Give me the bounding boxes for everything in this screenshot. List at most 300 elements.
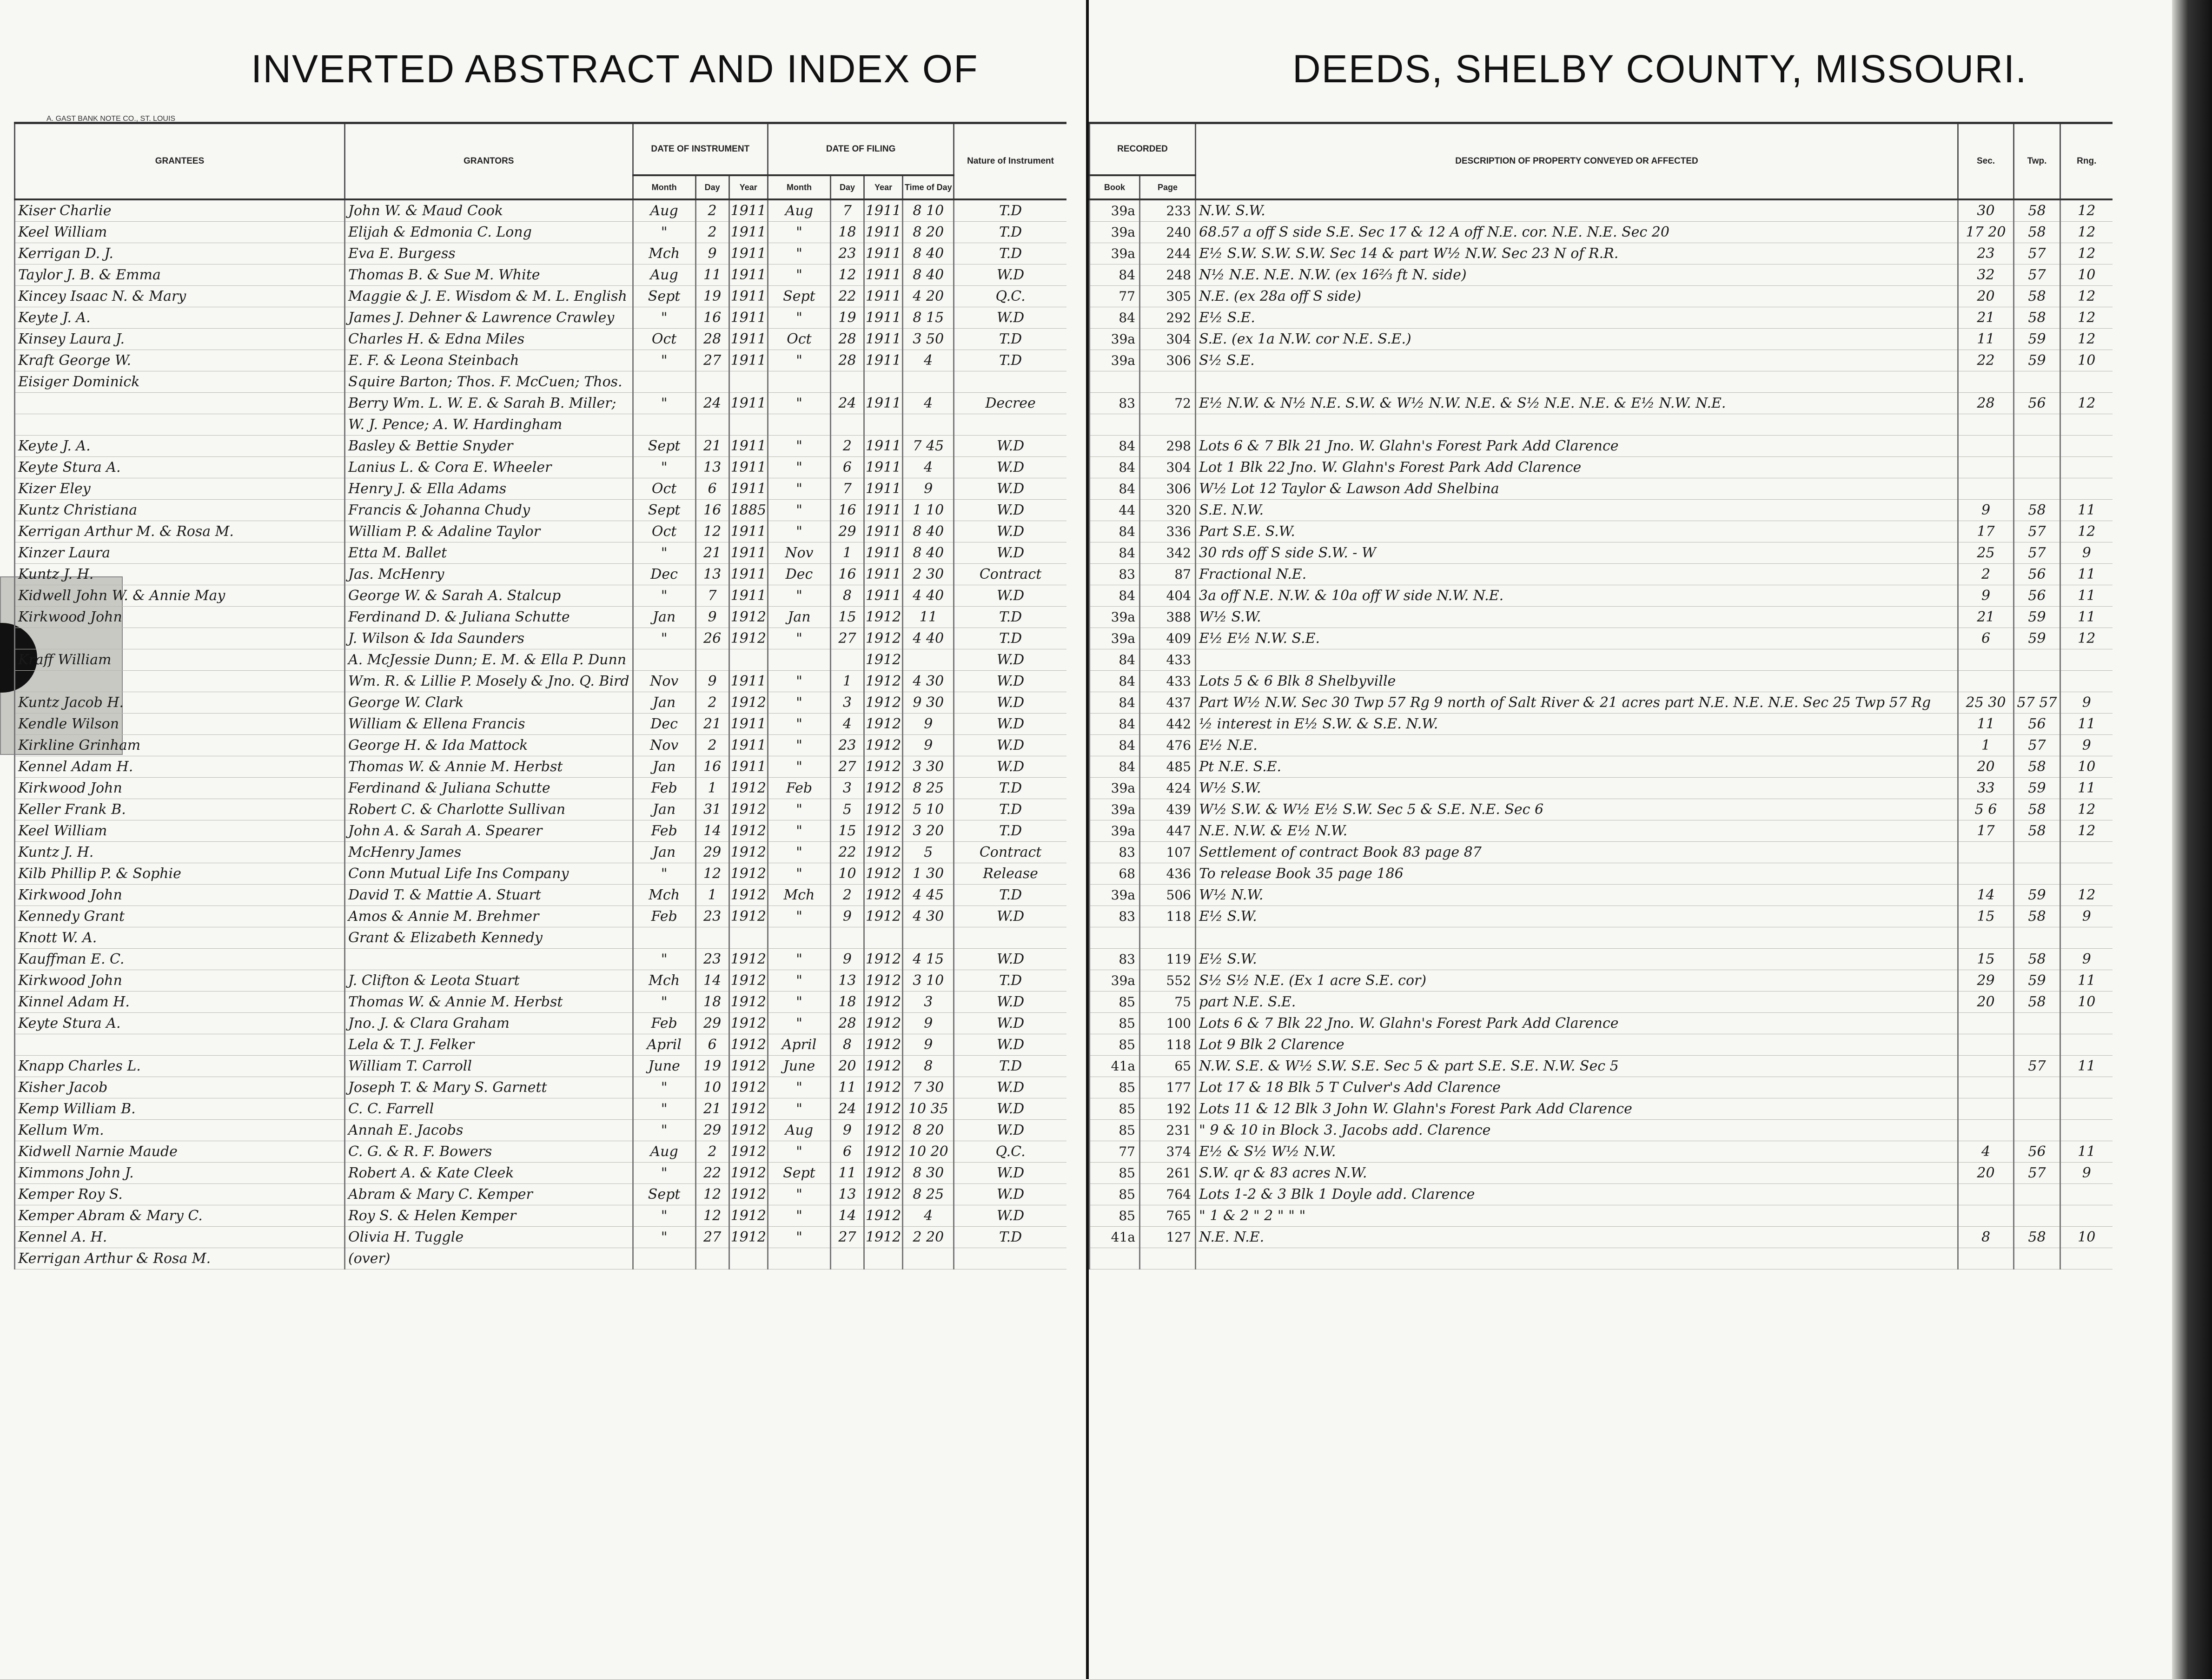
header-page: Page: [1140, 175, 1196, 199]
grantee-cell: Kinsey Laura J.: [15, 329, 345, 350]
page-cell: 764: [1140, 1184, 1196, 1205]
instrument-month-cell: Aug: [633, 1141, 695, 1163]
instrument-year-cell: [729, 371, 768, 393]
filing-year-cell: 1912: [864, 1077, 902, 1098]
filing-month-cell: ": [768, 671, 830, 692]
rng-cell: 11: [2060, 500, 2113, 521]
filing-month-cell: ": [768, 692, 830, 714]
instrument-month-cell: ": [633, 992, 695, 1013]
grantor-cell: George W. & Sarah A. Stalcup: [345, 585, 633, 607]
rng-cell: 9: [2060, 949, 2113, 970]
filing-day-cell: 22: [830, 842, 864, 863]
filing-day-cell: 27: [830, 1227, 864, 1248]
instrument-day-cell: 29: [695, 1013, 729, 1034]
grantee-cell: [15, 414, 345, 436]
rng-cell: 12: [2060, 820, 2113, 842]
grantor-cell: A. McJessie Dunn; E. M. & Ella P. Dunn: [345, 649, 633, 671]
twp-cell: 58: [2014, 756, 2060, 778]
filing-year-cell: 1912: [864, 1120, 902, 1141]
filing-year-cell: 1911: [864, 564, 902, 585]
sec-cell: [1958, 1248, 2014, 1269]
filing-month-cell: Feb: [768, 778, 830, 799]
sec-cell: [1958, 478, 2014, 500]
ledger-row-right: [1090, 243, 2113, 264]
header-date-of-instrument: DATE OF INSTRUMENT: [633, 123, 768, 176]
sec-cell: 25 30: [1958, 692, 2014, 714]
ledger-row-right: [1090, 1248, 2113, 1269]
twp-cell: 59: [2014, 607, 2060, 628]
rng-cell: 12: [2060, 521, 2113, 542]
nature-cell: T.D: [954, 1056, 1066, 1077]
page-cell: 433: [1140, 671, 1196, 692]
rng-cell: 11: [2060, 585, 2113, 607]
instrument-day-cell: 21: [695, 714, 729, 735]
sec-cell: 20: [1958, 992, 2014, 1013]
rng-cell: 12: [2060, 885, 2113, 906]
ledger-row-left: [15, 1098, 1066, 1120]
grantor-cell: John A. & Sarah A. Spearer: [345, 820, 633, 842]
description-cell: [1196, 649, 1958, 671]
description-cell: E½ S.W.: [1196, 906, 1958, 927]
filing-year-cell: 1911: [864, 500, 902, 521]
grantee-cell: Kauffman E. C.: [15, 949, 345, 970]
filing-year-cell: 1912: [864, 799, 902, 820]
instrument-year-cell: 1885: [729, 500, 768, 521]
page-cell: 765: [1140, 1205, 1196, 1227]
twp-cell: 58: [2014, 222, 2060, 243]
instrument-month-cell: Dec: [633, 714, 695, 735]
instrument-year-cell: 1912: [729, 692, 768, 714]
filing-month-cell: ": [768, 949, 830, 970]
ledger-row-left: [15, 521, 1066, 542]
twp-cell: 56: [2014, 714, 2060, 735]
twp-cell: [2014, 457, 2060, 478]
ledger-row-right: [1090, 457, 2113, 478]
ledger-row-right: [1090, 500, 2113, 521]
grantor-cell: Thomas B. & Sue M. White: [345, 264, 633, 286]
header-nature-of-instrument: Nature of Instrument: [954, 123, 1066, 200]
book-cell: 39a: [1090, 820, 1140, 842]
ledger-row-left: [15, 350, 1066, 371]
ledger-row-right: [1090, 521, 2113, 542]
filing-time-cell: 10 20: [903, 1141, 954, 1163]
grantor-cell: Basley & Bettie Snyder: [345, 436, 633, 457]
filing-time-cell: 3: [903, 992, 954, 1013]
filing-time-cell: 5: [903, 842, 954, 863]
filing-year-cell: 1912: [864, 906, 902, 927]
twp-cell: 58: [2014, 906, 2060, 927]
grantee-cell: Kraff William: [15, 649, 345, 671]
ledger-row-right: [1090, 1141, 2113, 1163]
instrument-month-cell: April: [633, 1034, 695, 1056]
instrument-year-cell: 1912: [729, 778, 768, 799]
grantee-cell: Kinzer Laura: [15, 542, 345, 564]
filing-month-cell: ": [768, 436, 830, 457]
instrument-year-cell: 1911: [729, 264, 768, 286]
page-cell: 552: [1140, 970, 1196, 992]
instrument-year-cell: 1912: [729, 799, 768, 820]
filing-time-cell: 9: [903, 714, 954, 735]
nature-cell: W.D: [954, 542, 1066, 564]
grantor-cell: William T. Carroll: [345, 1056, 633, 1077]
filing-day-cell: 16: [830, 500, 864, 521]
instrument-month-cell: ": [633, 1077, 695, 1098]
twp-cell: 57: [2014, 542, 2060, 564]
book-cell: 39a: [1090, 222, 1140, 243]
twp-cell: 58: [2014, 949, 2060, 970]
filing-time-cell: 4: [903, 1205, 954, 1227]
sec-cell: 23: [1958, 243, 2014, 264]
twp-cell: 58: [2014, 820, 2060, 842]
book-cell: 85: [1090, 992, 1140, 1013]
ledger-row-right: [1090, 1205, 2113, 1227]
book-cell: 39a: [1090, 607, 1140, 628]
nature-cell: Q.C.: [954, 286, 1066, 307]
description-cell: ½ interest in E½ S.W. & S.E. N.W.: [1196, 714, 1958, 735]
book-cell: 84: [1090, 436, 1140, 457]
grantee-cell: Kimmons John J.: [15, 1163, 345, 1184]
filing-day-cell: [830, 1248, 864, 1269]
book-cell: 85: [1090, 1013, 1140, 1034]
ledger-row-left: [15, 820, 1066, 842]
ledger-row-right: [1090, 927, 2113, 949]
filing-time-cell: 3 50: [903, 329, 954, 350]
description-cell: S.E. N.W.: [1196, 500, 1958, 521]
filing-time-cell: 2 30: [903, 564, 954, 585]
rng-cell: 11: [2060, 778, 2113, 799]
ledger-row-left: [15, 307, 1066, 329]
instrument-day-cell: 13: [695, 457, 729, 478]
twp-cell: 59: [2014, 628, 2060, 649]
instrument-day-cell: [695, 1248, 729, 1269]
filing-time-cell: 4 15: [903, 949, 954, 970]
twp-cell: [2014, 371, 2060, 393]
filing-year-cell: 1912: [864, 649, 902, 671]
instrument-month-cell: Sept: [633, 436, 695, 457]
book-cell: 84: [1090, 478, 1140, 500]
nature-cell: W.D: [954, 949, 1066, 970]
page-cell: 485: [1140, 756, 1196, 778]
filing-year-cell: 1912: [864, 1034, 902, 1056]
grantor-cell: Joseph T. & Mary S. Garnett: [345, 1077, 633, 1098]
grantee-cell: Kirkwood John: [15, 607, 345, 628]
rng-cell: 10: [2060, 350, 2113, 371]
grantee-cell: Kuntz J. H.: [15, 564, 345, 585]
sec-cell: 6: [1958, 628, 2014, 649]
twp-cell: [2014, 1184, 2060, 1205]
book-cell: 85: [1090, 1163, 1140, 1184]
book-cell: 41a: [1090, 1056, 1140, 1077]
sec-cell: 14: [1958, 885, 2014, 906]
page-cell: 424: [1140, 778, 1196, 799]
description-cell: part N.E. S.E.: [1196, 992, 1958, 1013]
filing-day-cell: 16: [830, 564, 864, 585]
twp-cell: [2014, 1120, 2060, 1141]
instrument-month-cell: Aug: [633, 199, 695, 222]
sec-cell: [1958, 1098, 2014, 1120]
grantor-cell: Jas. McHenry: [345, 564, 633, 585]
filing-month-cell: Aug: [768, 1120, 830, 1141]
rng-cell: 9: [2060, 906, 2113, 927]
header-instrument-year: Year: [729, 175, 768, 199]
filing-year-cell: 1912: [864, 628, 902, 649]
rng-cell: 11: [2060, 714, 2113, 735]
page-cell: 192: [1140, 1098, 1196, 1120]
ledger-row-right: [1090, 714, 2113, 735]
nature-cell: T.D: [954, 350, 1066, 371]
page-cell: 240: [1140, 222, 1196, 243]
book-cell: 84: [1090, 521, 1140, 542]
instrument-year-cell: 1912: [729, 1120, 768, 1141]
book-cell: 85: [1090, 1184, 1140, 1205]
description-cell: Lot 1 Blk 22 Jno. W. Glahn's Forest Park Add Clarence: [1196, 457, 1958, 478]
page-title-right: DEEDS, SHELBY COUNTY, MISSOURI.: [1292, 47, 2027, 91]
rng-cell: [2060, 1248, 2113, 1269]
twp-cell: 56: [2014, 393, 2060, 414]
instrument-year-cell: 1911: [729, 714, 768, 735]
filing-time-cell: 8 15: [903, 307, 954, 329]
book-cell: 39a: [1090, 199, 1140, 222]
book-cell: 77: [1090, 286, 1140, 307]
rng-cell: 12: [2060, 199, 2113, 222]
description-cell: S.E. (ex 1a N.W. cor N.E. S.E.): [1196, 329, 1958, 350]
grantor-cell: John W. & Maud Cook: [345, 199, 633, 222]
filing-year-cell: 1911: [864, 436, 902, 457]
filing-month-cell: ": [768, 1141, 830, 1163]
instrument-year-cell: 1911: [729, 585, 768, 607]
grantee-cell: Kirkwood John: [15, 778, 345, 799]
filing-year-cell: 1912: [864, 756, 902, 778]
filing-month-cell: ": [768, 714, 830, 735]
grantee-cell: Kuntz J. H.: [15, 842, 345, 863]
page-cell: 100: [1140, 1013, 1196, 1034]
filing-time-cell: 8 25: [903, 1184, 954, 1205]
filing-time-cell: [903, 414, 954, 436]
description-cell: E½ N.W. & N½ N.E. S.W. & W½ N.W. N.E. & S½ N.E. N.E. & E½ N.W. N.E.: [1196, 393, 1958, 414]
filing-day-cell: 27: [830, 756, 864, 778]
filing-year-cell: 1912: [864, 1056, 902, 1077]
filing-day-cell: 22: [830, 286, 864, 307]
filing-month-cell: [768, 927, 830, 949]
twp-cell: 59: [2014, 885, 2060, 906]
twp-cell: 57: [2014, 264, 2060, 286]
filing-time-cell: 9: [903, 1013, 954, 1034]
book-cell: 39a: [1090, 350, 1140, 371]
grantee-cell: Kirkwood John: [15, 970, 345, 992]
description-cell: S½ S.E.: [1196, 350, 1958, 371]
grantor-cell: [345, 949, 633, 970]
ledger-row-left: [15, 1013, 1066, 1034]
filing-month-cell: ": [768, 735, 830, 756]
filing-time-cell: 4: [903, 393, 954, 414]
grantee-cell: Kirkwood John: [15, 885, 345, 906]
rng-cell: [2060, 649, 2113, 671]
page-cell: 118: [1140, 1034, 1196, 1056]
sec-cell: [1958, 1056, 2014, 1077]
book-cell: 84: [1090, 307, 1140, 329]
instrument-year-cell: 1911: [729, 756, 768, 778]
sec-cell: [1958, 1077, 2014, 1098]
instrument-month-cell: ": [633, 307, 695, 329]
instrument-day-cell: 2: [695, 222, 729, 243]
instrument-year-cell: 1911: [729, 393, 768, 414]
nature-cell: [954, 371, 1066, 393]
instrument-month-cell: Sept: [633, 286, 695, 307]
instrument-year-cell: 1911: [729, 436, 768, 457]
twp-cell: [2014, 863, 2060, 885]
header-time-of-day: Time of Day: [903, 175, 954, 199]
filing-year-cell: 1911: [864, 542, 902, 564]
filing-month-cell: Dec: [768, 564, 830, 585]
grantee-cell: Kendle Wilson: [15, 714, 345, 735]
grantee-cell: Knapp Charles L.: [15, 1056, 345, 1077]
twp-cell: 58: [2014, 992, 2060, 1013]
instrument-year-cell: 1912: [729, 1205, 768, 1227]
filing-month-cell: June: [768, 1056, 830, 1077]
instrument-year-cell: 1912: [729, 820, 768, 842]
ledger-row-right: [1090, 585, 2113, 607]
filing-year-cell: 1911: [864, 478, 902, 500]
instrument-day-cell: 16: [695, 500, 729, 521]
ledger-row-right: [1090, 949, 2113, 970]
ledger-row-right: [1090, 1077, 2113, 1098]
filing-time-cell: 10 35: [903, 1098, 954, 1120]
grantor-cell: George H. & Ida Mattock: [345, 735, 633, 756]
instrument-day-cell: 26: [695, 628, 729, 649]
rng-cell: [2060, 436, 2113, 457]
instrument-month-cell: Jan: [633, 692, 695, 714]
ledger-row-right: [1090, 1056, 2113, 1077]
page-cell: 248: [1140, 264, 1196, 286]
filing-month-cell: ": [768, 585, 830, 607]
grantor-cell: (over): [345, 1248, 633, 1269]
filing-year-cell: 1912: [864, 735, 902, 756]
instrument-year-cell: [729, 927, 768, 949]
filing-day-cell: 24: [830, 1098, 864, 1120]
grantor-cell: Ferdinand D. & Juliana Schutte: [345, 607, 633, 628]
ledger-row-left: [15, 863, 1066, 885]
rng-cell: 10: [2060, 992, 2113, 1013]
instrument-year-cell: 1911: [729, 564, 768, 585]
instrument-day-cell: 6: [695, 478, 729, 500]
book-cell: 39a: [1090, 628, 1140, 649]
grantor-cell: Jno. J. & Clara Graham: [345, 1013, 633, 1034]
instrument-month-cell: Sept: [633, 500, 695, 521]
twp-cell: 58: [2014, 286, 2060, 307]
filing-month-cell: [768, 371, 830, 393]
twp-cell: 56: [2014, 564, 2060, 585]
grantee-cell: Kincey Isaac N. & Mary: [15, 286, 345, 307]
filing-year-cell: 1912: [864, 949, 902, 970]
grantor-cell: McHenry James: [345, 842, 633, 863]
filing-month-cell: ": [768, 1227, 830, 1248]
sec-cell: [1958, 1013, 2014, 1034]
description-cell: Settlement of contract Book 83 page 87: [1196, 842, 1958, 863]
nature-cell: W.D: [954, 1034, 1066, 1056]
rng-cell: [2060, 1205, 2113, 1227]
filing-year-cell: 1911: [864, 264, 902, 286]
filing-day-cell: 3: [830, 692, 864, 714]
twp-cell: [2014, 1013, 2060, 1034]
instrument-day-cell: 23: [695, 906, 729, 927]
ledger-row-right: [1090, 393, 2113, 414]
filing-year-cell: 1912: [864, 863, 902, 885]
description-cell: [1196, 414, 1958, 436]
ledger-row-left: [15, 243, 1066, 264]
nature-cell: T.D: [954, 607, 1066, 628]
description-cell: E½ E½ N.W. S.E.: [1196, 628, 1958, 649]
page-cell: 233: [1140, 199, 1196, 222]
ledger-row-right: [1090, 542, 2113, 564]
grantor-cell: Lanius L. & Cora E. Wheeler: [345, 457, 633, 478]
description-cell: W½ S.W. & W½ E½ S.W. Sec 5 & S.E. N.E. Sec 6: [1196, 799, 1958, 820]
twp-cell: [2014, 414, 2060, 436]
instrument-day-cell: 11: [695, 264, 729, 286]
instrument-month-cell: ": [633, 457, 695, 478]
filing-month-cell: ": [768, 521, 830, 542]
instrument-month-cell: [633, 1248, 695, 1269]
grantor-cell: W. J. Pence; A. W. Hardingham: [345, 414, 633, 436]
page-cell: 231: [1140, 1120, 1196, 1141]
filing-day-cell: [830, 927, 864, 949]
filing-year-cell: 1911: [864, 585, 902, 607]
page-cell: 437: [1140, 692, 1196, 714]
book-cell: 41a: [1090, 1227, 1140, 1248]
nature-cell: Decree: [954, 393, 1066, 414]
twp-cell: [2014, 1098, 2060, 1120]
grantee-cell: Keyte Stura A.: [15, 1013, 345, 1034]
description-cell: Pt N.E. S.E.: [1196, 756, 1958, 778]
grantee-cell: [15, 628, 345, 649]
filing-month-cell: ": [768, 1077, 830, 1098]
nature-cell: T.D: [954, 970, 1066, 992]
instrument-month-cell: Oct: [633, 329, 695, 350]
instrument-month-cell: ": [633, 542, 695, 564]
instrument-month-cell: ": [633, 1120, 695, 1141]
instrument-month-cell: June: [633, 1056, 695, 1077]
filing-month-cell: [768, 649, 830, 671]
grantee-cell: Kinnel Adam H.: [15, 992, 345, 1013]
nature-cell: Q.C.: [954, 1141, 1066, 1163]
filing-month-cell: April: [768, 1034, 830, 1056]
filing-day-cell: 6: [830, 1141, 864, 1163]
ledger-row-right: [1090, 436, 2113, 457]
ledger-row-left: [15, 564, 1066, 585]
ledger-row-left: [15, 649, 1066, 671]
instrument-month-cell: Mch: [633, 970, 695, 992]
rng-cell: 12: [2060, 799, 2113, 820]
filing-day-cell: 12: [830, 264, 864, 286]
description-cell: N.E. (ex 28a off S side): [1196, 286, 1958, 307]
grantor-cell: George W. Clark: [345, 692, 633, 714]
instrument-day-cell: 29: [695, 1120, 729, 1141]
filing-time-cell: 8 40: [903, 243, 954, 264]
instrument-month-cell: ": [633, 222, 695, 243]
ledger-row-left: [15, 949, 1066, 970]
instrument-year-cell: 1911: [729, 457, 768, 478]
filing-time-cell: 1 30: [903, 863, 954, 885]
rng-cell: 11: [2060, 970, 2113, 992]
grantor-cell: Amos & Annie M. Brehmer: [345, 906, 633, 927]
grantee-cell: Kuntz Christiana: [15, 500, 345, 521]
description-cell: " 9 & 10 in Block 3. Jacobs add. Clarence: [1196, 1120, 1958, 1141]
description-cell: 68.57 a off S side S.E. Sec 17 & 12 A off N.E. cor. N.E. N.E. Sec 20: [1196, 222, 1958, 243]
header-instrument-month: Month: [633, 175, 695, 199]
grantee-cell: Kisher Jacob: [15, 1077, 345, 1098]
book-cell: 84: [1090, 457, 1140, 478]
ledger-row-left: [15, 714, 1066, 735]
twp-cell: [2014, 1077, 2060, 1098]
